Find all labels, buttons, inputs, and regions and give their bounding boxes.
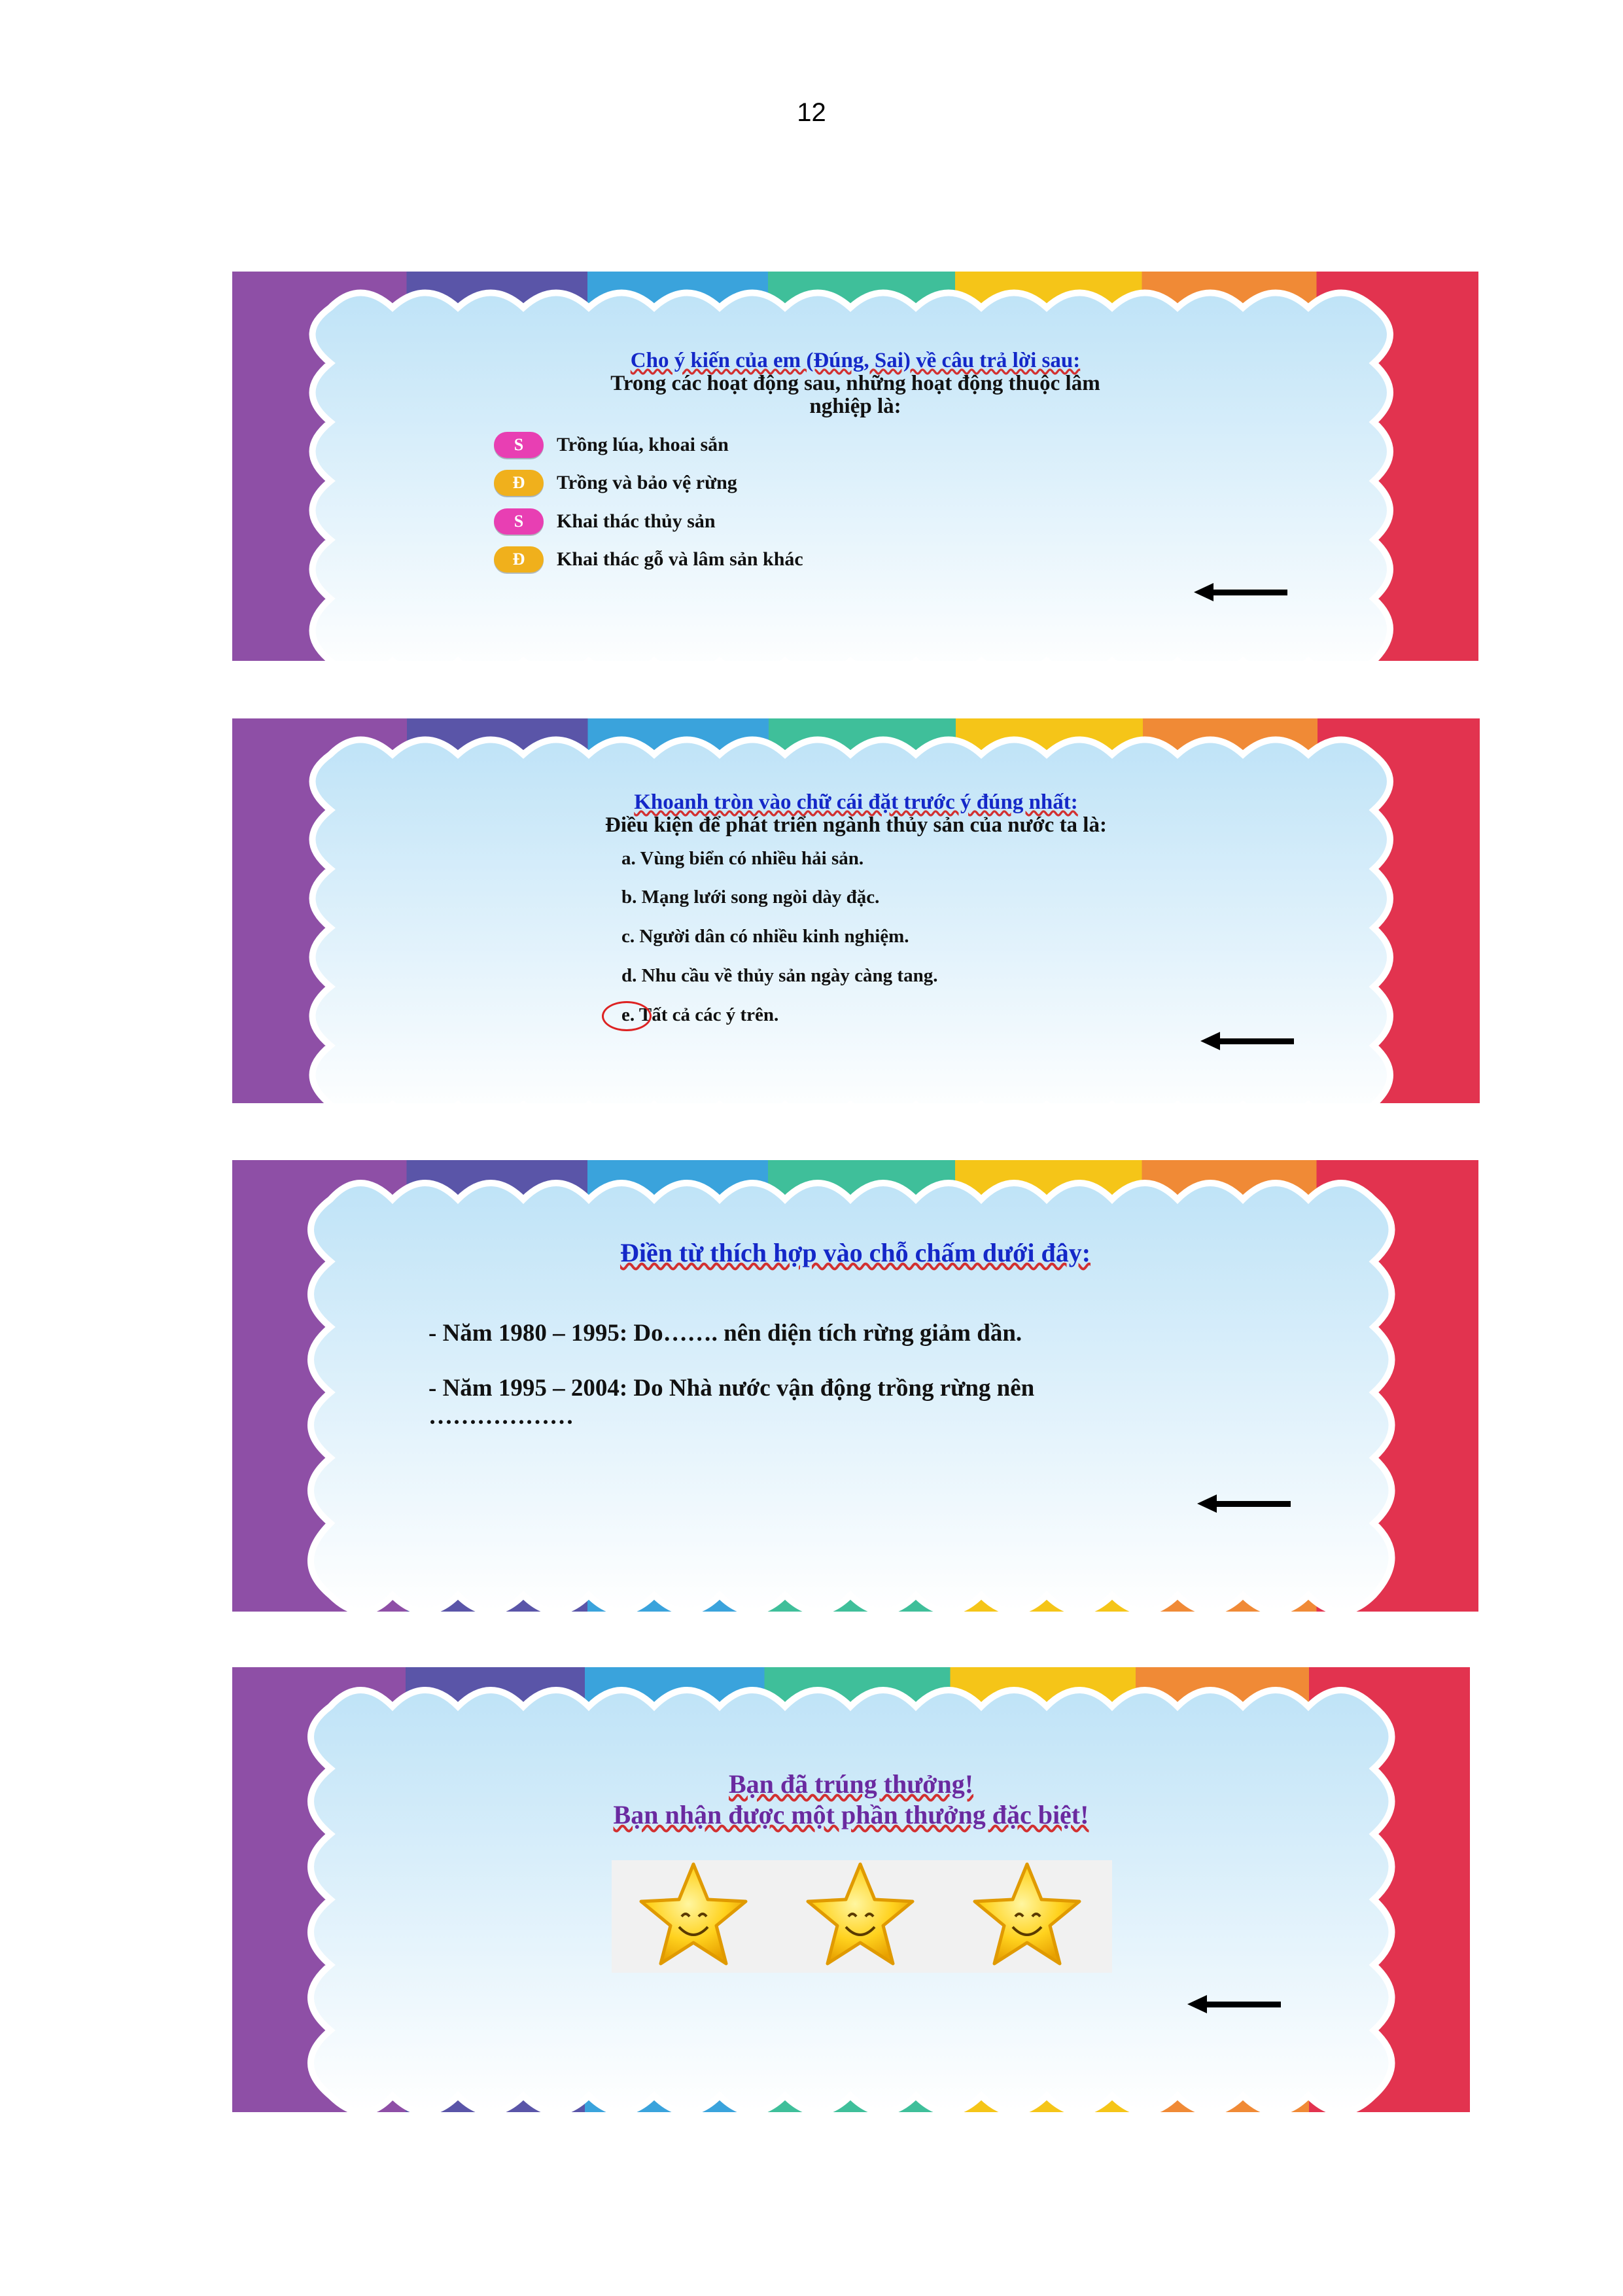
star-icon <box>612 1860 1112 1973</box>
fill-blank-dots[interactable]: ……………… <box>428 1403 574 1430</box>
answer-text: Khai thác gỗ và lâm sản khác <box>557 548 803 570</box>
answer-text: Trồng lúa, khoai sắn <box>557 434 729 455</box>
slide-multiple-choice <box>232 718 1480 1103</box>
option-b[interactable]: b. Mạng lưới song ngòi dày đặc. <box>621 887 880 908</box>
option-e[interactable]: e. Tất cả các ý trên. <box>621 1004 779 1025</box>
slide1-question-line2: nghiệp là: <box>809 395 901 418</box>
false-badge: S <box>494 432 544 458</box>
back-arrow-icon[interactable] <box>1187 1994 1282 2014</box>
reward-line-2: Bạn nhận được một phần thưởng đặc biệt! <box>613 1800 1089 1829</box>
option-a[interactable]: a. Vùng biển có nhiều hải sản. <box>621 848 864 869</box>
fill-line-2: - Năm 1995 – 2004: Do Nhà nước vận động trồng rừng nên <box>428 1375 1035 1402</box>
reward-line-1: Bạn đã trúng thưởng! <box>728 1769 974 1799</box>
back-arrow-icon[interactable] <box>1197 1494 1292 1513</box>
answer-row <box>494 470 737 496</box>
page-number: 12 <box>797 98 826 127</box>
option-c[interactable]: c. Người dân có nhiều kinh nghiệm. <box>621 926 909 947</box>
slide2-question: Điều kiện để phát triển ngành thủy sản của nước ta là: <box>605 813 1107 837</box>
selected-answer-circle <box>602 1001 652 1031</box>
slide-reward <box>232 1667 1470 2112</box>
back-arrow-icon[interactable] <box>1194 582 1289 602</box>
reward-stars <box>612 1860 1112 1973</box>
answer-text: Khai thác thủy sản <box>557 510 716 532</box>
answer-text: Trồng và bảo vệ rừng <box>557 472 737 493</box>
slide1-question-line1: Trong các hoạt động sau, những hoạt động thuộc lâm <box>610 372 1100 395</box>
false-badge: S <box>494 508 544 535</box>
option-d[interactable]: d. Nhu cầu về thủy sản ngày càng tang. <box>621 965 938 986</box>
fill-line-1: - Năm 1980 – 1995: Do……. nên diện tích rừng giảm dần. <box>428 1320 1022 1347</box>
true-badge: Đ <box>494 470 544 496</box>
answer-row <box>494 508 716 535</box>
true-badge: Đ <box>494 546 544 573</box>
slide-true-false <box>232 272 1478 661</box>
answer-row <box>494 432 729 458</box>
slide3-title: Điền từ thích hợp vào chỗ chấm dưới đây: <box>620 1238 1091 1267</box>
slide-fill-blank <box>232 1160 1478 1612</box>
answer-row <box>494 546 803 573</box>
slide2-title: Khoanh tròn vào chữ cái đặt trước ý đúng nhất: <box>634 790 1078 814</box>
slide1-title: Cho ý kiến của em (Đúng, Sai) về câu trả lời sau: <box>630 349 1081 372</box>
back-arrow-icon[interactable] <box>1200 1031 1295 1051</box>
